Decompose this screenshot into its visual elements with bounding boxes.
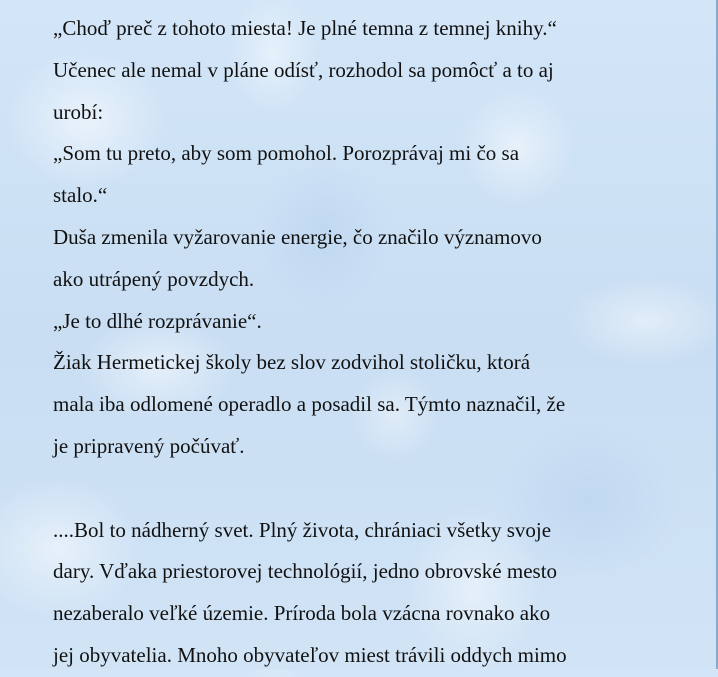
text-line: dary. Vďaka priestorovej technológií, jedno obrovské mesto xyxy=(53,559,558,584)
paragraph-gap xyxy=(53,468,693,510)
text-line: Učenec ale nemal v pláne odísť, rozhodol sa pomôcť a to aj xyxy=(53,57,554,82)
text-line: Duša zmenila vyžarovanie energie, čo značilo významovo xyxy=(53,224,542,249)
document-text xyxy=(53,8,693,677)
text-line: je pripravený počúvať. xyxy=(53,433,245,458)
text-line: ....Bol to nádherný svet. Plný života, chrániaci všetky svoje xyxy=(53,517,552,542)
text-line: „Choď preč z tohoto miesta! Je plné temna z temnej knihy.“ xyxy=(53,16,557,40)
text-line: stalo.“ xyxy=(53,183,108,208)
text-line: Žiak Hermetickej školy bez slov zodvihol stoličku, ktorá xyxy=(53,350,531,375)
text-line: mala iba odlomené operadlo a posadil sa. Týmto naznačil, že xyxy=(53,392,566,417)
text-line: urobí: xyxy=(53,99,104,124)
text-line: nezaberalo veľké územie. Príroda bola vzácna rovnako ako xyxy=(53,601,551,626)
text-line: jej obyvatelia. Mnoho obyvateľov miest trávili oddych mimo xyxy=(53,642,567,667)
text-line: ako utrápený povzdych. xyxy=(53,266,255,291)
text-line: „Je to dlhé rozprávanie“. xyxy=(53,308,262,333)
text-line: „Som tu preto, aby som pomohol. Porozprávaj mi čo sa xyxy=(53,141,520,166)
